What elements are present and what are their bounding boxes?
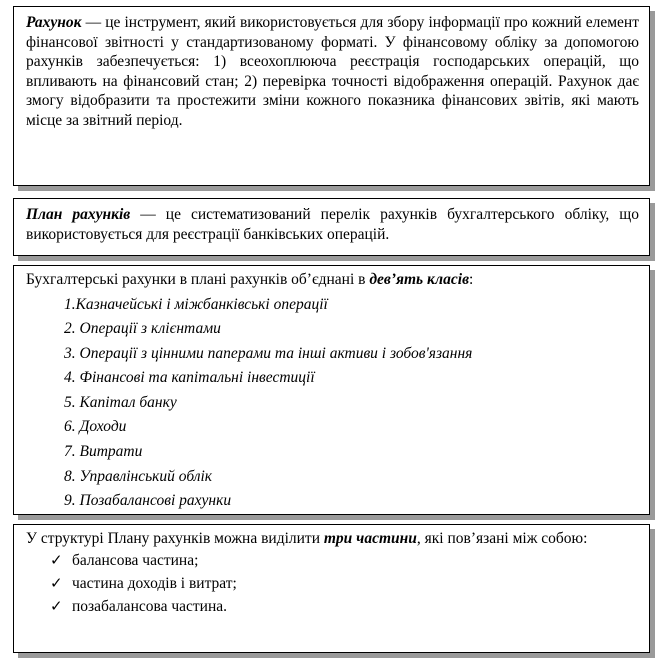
account-classes-intro-end: : xyxy=(469,271,474,288)
plan-part-item xyxy=(50,572,639,595)
plan-part-label: частина доходів і витрат; xyxy=(72,574,237,592)
account-class-item: 4. Фінансові та капітальні інвестиції xyxy=(64,369,315,387)
account-class-item: 1.Казначейські і міжбанківські операції xyxy=(64,295,328,313)
plan-parts-list xyxy=(26,549,639,618)
plan-structure-intro-text: У структурі Плану рахунків можна виділити xyxy=(26,530,324,547)
checkmark-icon: ✓ xyxy=(50,573,63,592)
account-classes-list xyxy=(26,293,639,514)
plan-structure-box xyxy=(13,524,650,653)
account-definition-box xyxy=(13,6,650,186)
account-classes-term: дев’ять класів xyxy=(369,271,469,288)
account-definition-paragraph xyxy=(26,13,639,130)
plan-part-item xyxy=(50,595,639,618)
plan-part-label: балансова частина; xyxy=(72,551,199,569)
account-class-item: 7. Витрати xyxy=(64,443,143,461)
checkmark-icon: ✓ xyxy=(50,550,63,569)
account-class-item: 6. Доходи xyxy=(64,418,127,436)
account-term: Рахунок xyxy=(26,14,82,31)
account-definition-text: — це інструмент, який використовується для збору інформації про кожний елемент фінансової звітності у стандартизованому форматі. У фінансовому обліку за допомогою рахунків забезпечується: 1) всеохоплююча реєстрація господарських операцій, що впливають на фінансовий стан; 2) перевірка точності відображення операцій. Рахунок дає змогу відобразити та простежити зміни кожного показника фінансових звітів, які мають місце за звітний період. xyxy=(26,14,639,129)
account-classes-intro-text: Бухгалтерські рахунки в плані рахунків об’єднані в xyxy=(26,271,370,288)
chart-of-accounts-definition-box xyxy=(13,198,650,256)
account-class-item: 9. Позабалансові рахунки xyxy=(64,492,232,510)
checkmark-icon: ✓ xyxy=(50,596,63,615)
plan-structure-intro xyxy=(26,529,639,549)
chart-of-accounts-term: План рахунків xyxy=(26,206,131,223)
account-class-item: 8. Управлінський облік xyxy=(64,467,213,485)
account-class-item: 3. Операції з цінними паперами та інші активи і зобов'язання xyxy=(64,344,473,362)
account-class-item: 5. Капітал банку xyxy=(64,393,177,411)
plan-structure-term: три частини xyxy=(323,530,417,547)
chart-of-accounts-paragraph xyxy=(26,205,639,244)
plan-part-label: позабалансова частина. xyxy=(72,597,228,615)
account-classes-box xyxy=(13,265,650,515)
chart-of-accounts-text: — це систематизований перелік рахунків бухгалтерського обліку, що використовується для реєстрації банківських операцій. xyxy=(26,206,639,243)
account-classes-intro xyxy=(26,270,639,290)
plan-structure-intro-end: , які пов’язані між собою: xyxy=(416,530,588,547)
account-class-item: 2. Операції з клієнтами xyxy=(64,320,221,338)
plan-part-item xyxy=(50,549,639,572)
